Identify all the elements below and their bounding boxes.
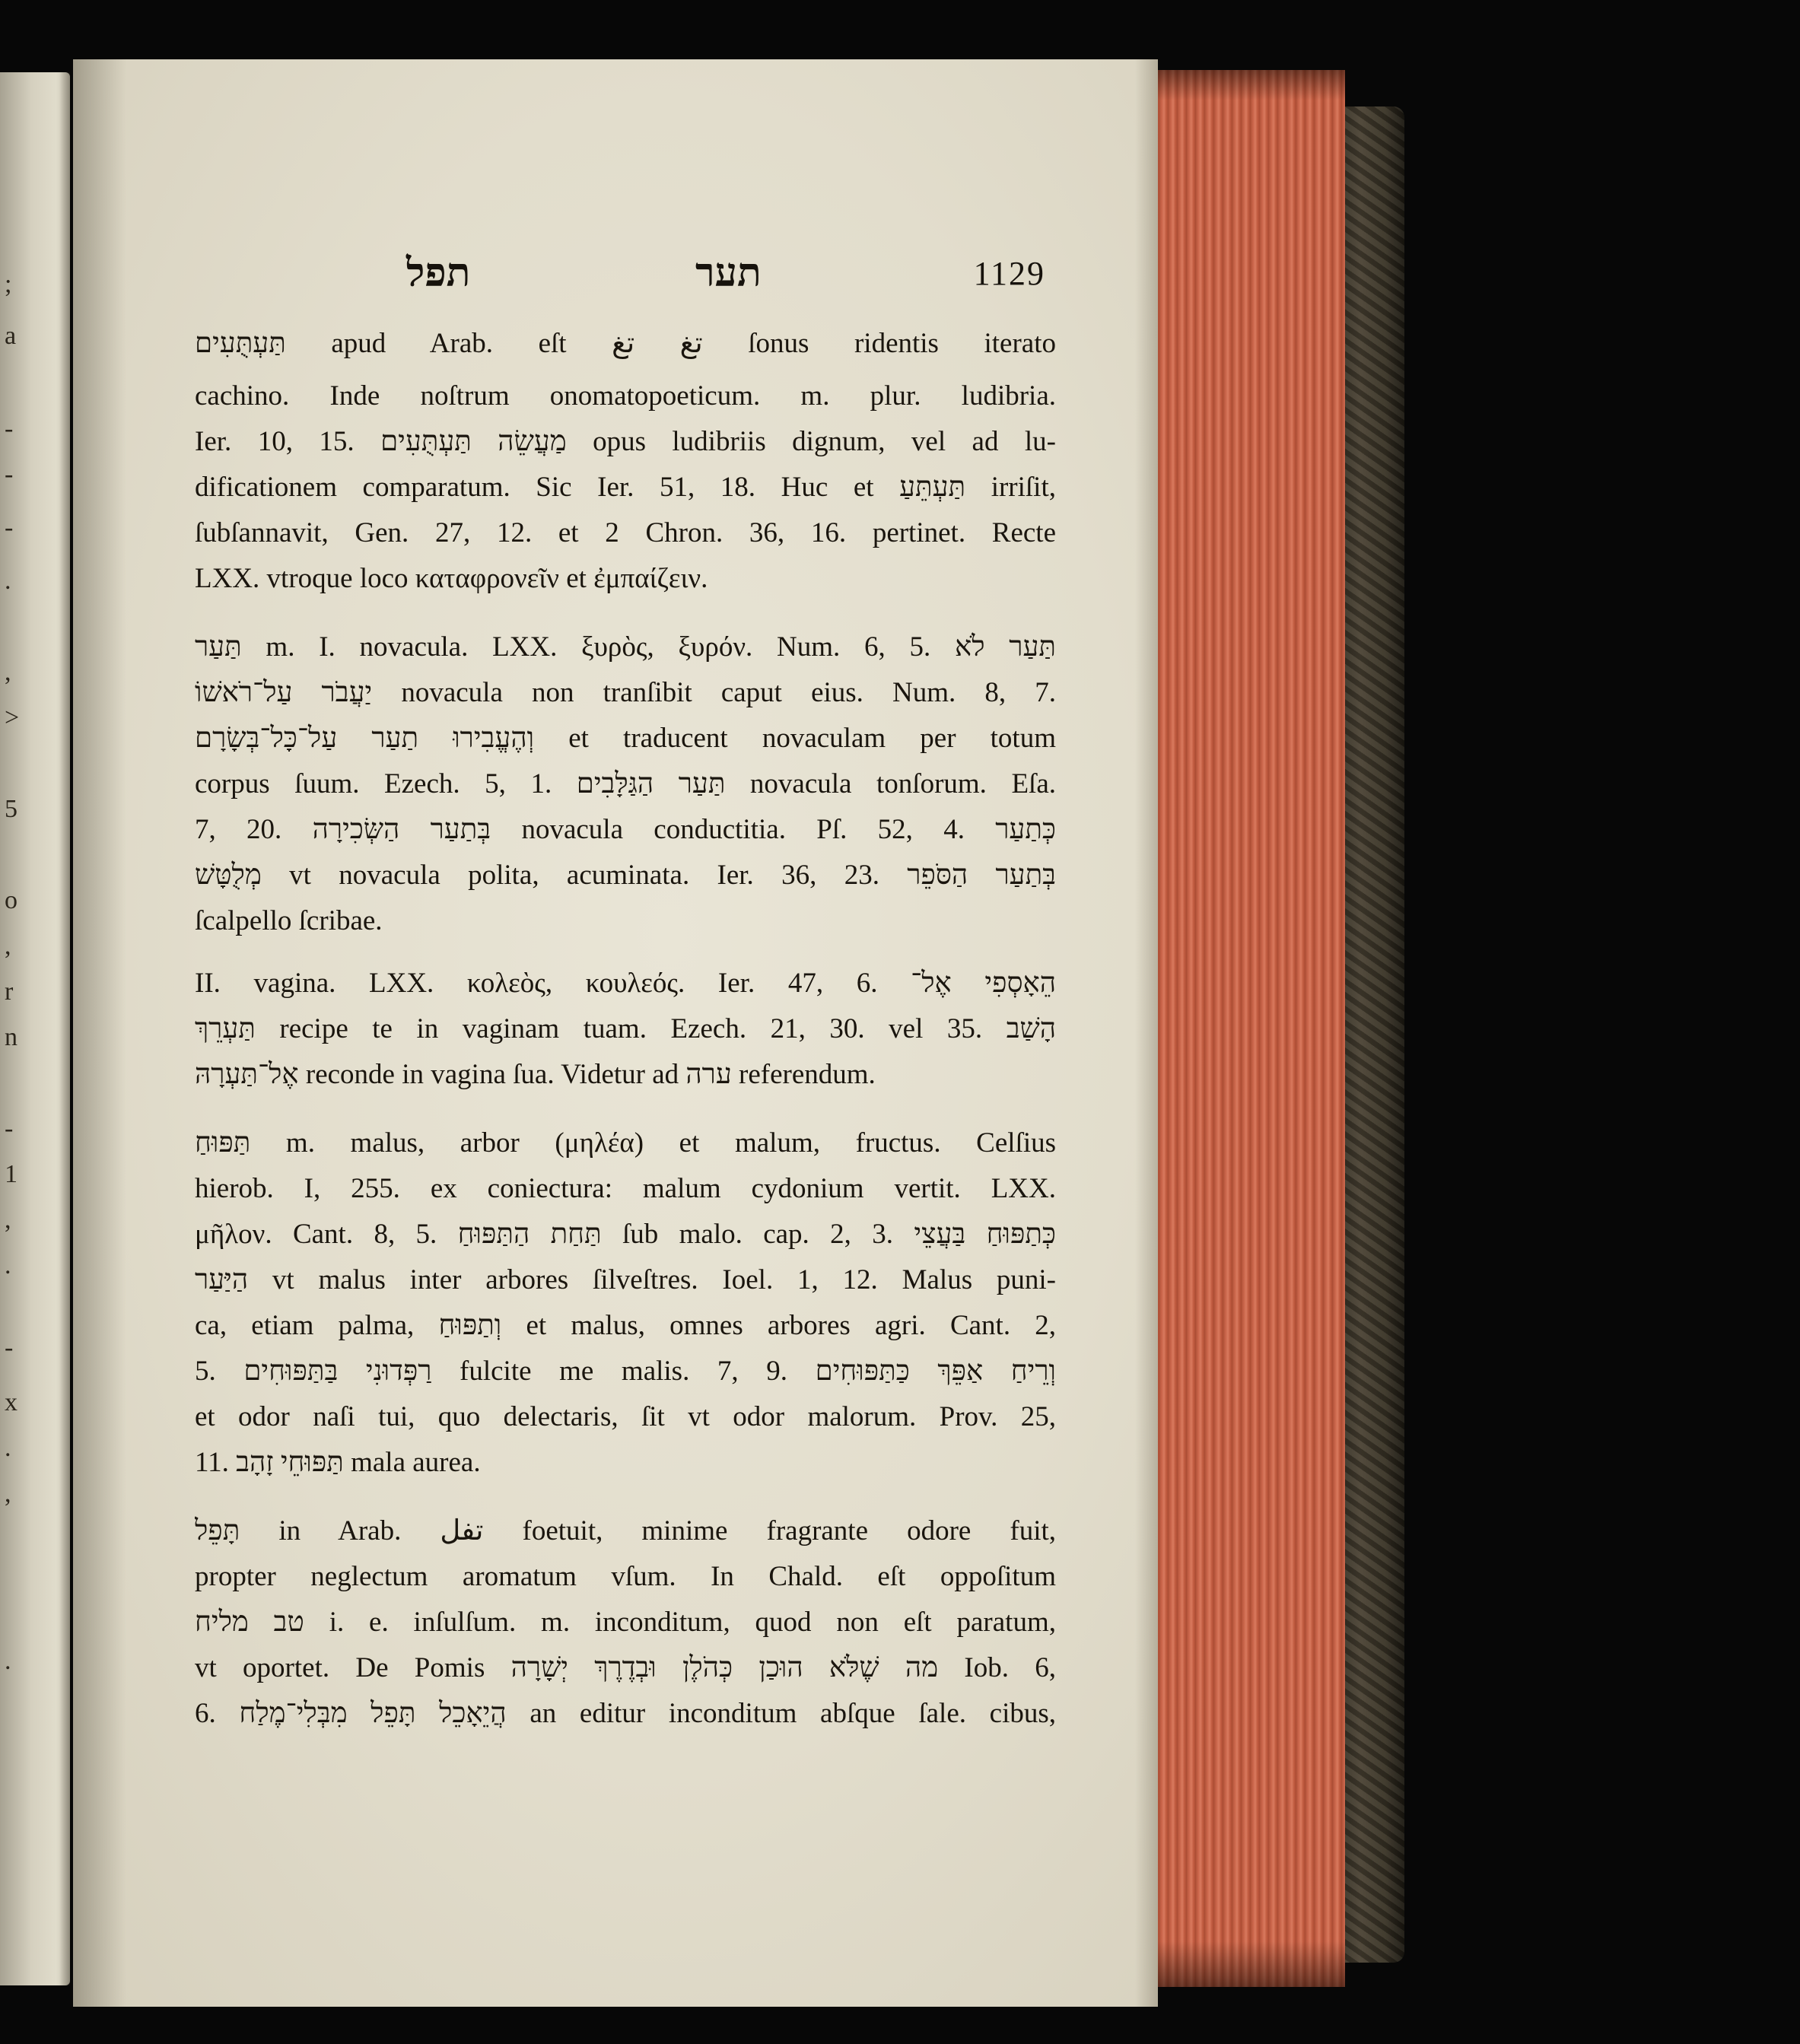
text-line: cachino. Inde noſtrum onomatopoeticum. m. plur. ludibria.: [195, 380, 1056, 412]
text-line: תַּפּוּחַ m. malus, arbor (μηλέα) et malum, fructus. Celſius: [195, 1127, 1056, 1159]
text-line: hierob. I, 255. ex coniectura: malum cydonium vertit. LXX.: [195, 1173, 1056, 1204]
margin-char: .: [5, 1251, 11, 1279]
page-number: 1129: [973, 255, 1045, 292]
text-line: vt oportet. De Pomis מה שֶׁלֹּא הוּכַן כְּהֹלֶן וּבְדֶרֶךְ יְשָׁרָה Iob. 6,: [195, 1652, 1056, 1683]
text-line: Ier. 10, 15. מַעֲשֵׂה תַּעְתֻּעִים opus ludibriis dignum, vel ad lu-: [195, 426, 1056, 457]
margin-char: ,: [5, 658, 11, 686]
edge-top-shadow: [1132, 70, 1345, 100]
margin-char: .: [5, 1434, 11, 1462]
entry-taatuim: [195, 314, 1056, 602]
text-line: propter neglectum aromatum vſum. In Chald. eſt oppoſitum: [195, 1561, 1056, 1592]
running-head: [406, 250, 1045, 298]
page-edge-shadow: [1135, 59, 1158, 2007]
margin-char: .: [5, 567, 11, 595]
margin-char: x: [5, 1388, 17, 1416]
book-page: [73, 59, 1158, 2007]
text-line: תַּעַר m. I. novacula. LXX. ξυρὸς, ξυρόν. Num. 6, 5. תַּעַר לֹא: [195, 631, 1056, 663]
margin-char: ;: [5, 270, 12, 298]
page-gutter-shadow: [73, 59, 126, 2007]
running-head-center-word: תער: [695, 252, 762, 295]
paragraph-gap: [195, 1098, 1056, 1121]
left-page-edge: [0, 72, 70, 1985]
margin-char: 1: [5, 1160, 17, 1188]
text-line: טב מליח i. e. inſulſum. m. inconditum, quod non eſt paratum,: [195, 1607, 1056, 1638]
text-line: וְהֶעֱבִירוּ תַעַר עַל־כָּל־בְּשָׂרָם et traducent novaculam per totum: [195, 723, 1056, 754]
text-line: 5. רַפְּדוּנִי בַּתַּפּוּחִים fulcite me malis. 7, 9. וְרֵיחַ אַפֵּךְ כַּתַּפּוּחִים: [195, 1356, 1056, 1387]
entry-tappuach: [195, 1121, 1056, 1486]
text-line: μῆλον. Cant. 8, 5. תַּחַת הַתַּפּוּחַ ſub malo. cap. 2, 3. כְּתַפּוּחַ בַּעֲצֵי: [195, 1219, 1056, 1250]
margin-char: ,: [5, 1480, 11, 1508]
text-line: יַעֲבֹר עַל־רֹאשׁוֹ novacula non tranſibit caput eius. Num. 8, 7.: [195, 677, 1056, 708]
running-head-left-word: תפל: [406, 252, 471, 295]
text-line: II. vagina. LXX. κολεὸς, κουλεός. Ier. 47, 6. הֵאָסְפִי אֶל־: [195, 968, 1056, 999]
text-line: corpus ſuum. Ezech. 5, 1. תַּעַר הַגַּלָּבִים novacula tonſorum. Eſa.: [195, 768, 1056, 799]
paragraph-gap: [195, 1486, 1056, 1508]
text-line: ſcalpello ſcribae.: [195, 905, 383, 936]
paragraph-gap: [195, 944, 1056, 961]
text-line: et odor naſi tui, quo delectaris, ſit vt odor malorum. Prov. 25,: [195, 1401, 1056, 1432]
text-line: LXX. vtroque loco καταφρονεῖν et ἐμπαίζειν.: [195, 563, 708, 594]
left-gutter-shadow: [59, 72, 70, 1985]
margin-char: n: [5, 1023, 17, 1051]
entry-taar-novacula: [195, 625, 1056, 944]
page-body: [195, 314, 1056, 1737]
margin-char: -: [5, 1114, 14, 1143]
text-line: תָּפֵל in Arab. تفل foetuit, minime fragrante odore fuit,: [195, 1515, 1056, 1547]
margin-char: ,: [5, 1206, 11, 1234]
margin-char: ,: [5, 932, 11, 960]
text-line: dificationem comparatum. Sic Ier. 51, 18. Huc et תַּעְתֵּעַ irriſit,: [195, 472, 1056, 503]
entry-taar-vagina: [195, 961, 1056, 1098]
text-line: תַּעְרֵךְ recipe te in vaginam tuam. Ezech. 21, 30. vel 35. הָשַׁב: [195, 1013, 1056, 1044]
text-line: ſubſannavit, Gen. 27, 12. et 2 Chron. 36, 16. pertinet. Recte: [195, 517, 1056, 548]
text-line: 6. הֲיֵאָכֵל תָּפֵל מִבְּלִי־מֶלַח an editur inconditum abſque ſale. cibus,: [195, 1698, 1056, 1729]
text-line: ca, etiam palma, וְתַפּוּחַ et malus, omnes arbores agri. Cant. 2,: [195, 1310, 1056, 1341]
margin-char: r: [5, 977, 14, 1006]
edge-bottom-shadow: [1132, 1941, 1345, 1987]
margin-char: -: [5, 1334, 14, 1362]
margin-char: 5: [5, 795, 17, 823]
text-line: 7, 20. בְּתַעַר הַשְּׂכִירָה novacula conductitia. Pſ. 52, 4. כְּתַעַר: [195, 814, 1056, 845]
text-line: 11. תַּפּוּחֵי זָהָב mala aurea.: [195, 1447, 481, 1478]
margin-char: -: [5, 415, 14, 443]
text-line: מְלֻטָּשׁ vt novacula polita, acuminata. Ier. 36, 23. בְּתַעַר הַסֹּפֵר: [195, 860, 1056, 891]
text-line: הַיַּעַר vt malus inter arbores ſilveſtres. Ioel. 1, 12. Malus puni-: [195, 1264, 1056, 1295]
page-fore-edge: [1127, 70, 1345, 1987]
text-line: אֶל־תַּעְרָהּ reconde in vagina ſua. Videtur ad ערה referendum.: [195, 1059, 876, 1090]
margin-char: -: [5, 513, 14, 542]
text-line: תַּעְתֻּעִים apud Arab. eſt تغ تغ ſonus ridentis iterato: [195, 328, 1056, 359]
paragraph-gap: [195, 602, 1056, 625]
margin-char: -: [5, 460, 14, 488]
margin-char: o: [5, 886, 17, 914]
margin-char: a: [5, 322, 17, 350]
margin-char: .: [5, 1647, 11, 1675]
entry-tafel: [195, 1508, 1056, 1737]
margin-char: >: [5, 704, 20, 732]
